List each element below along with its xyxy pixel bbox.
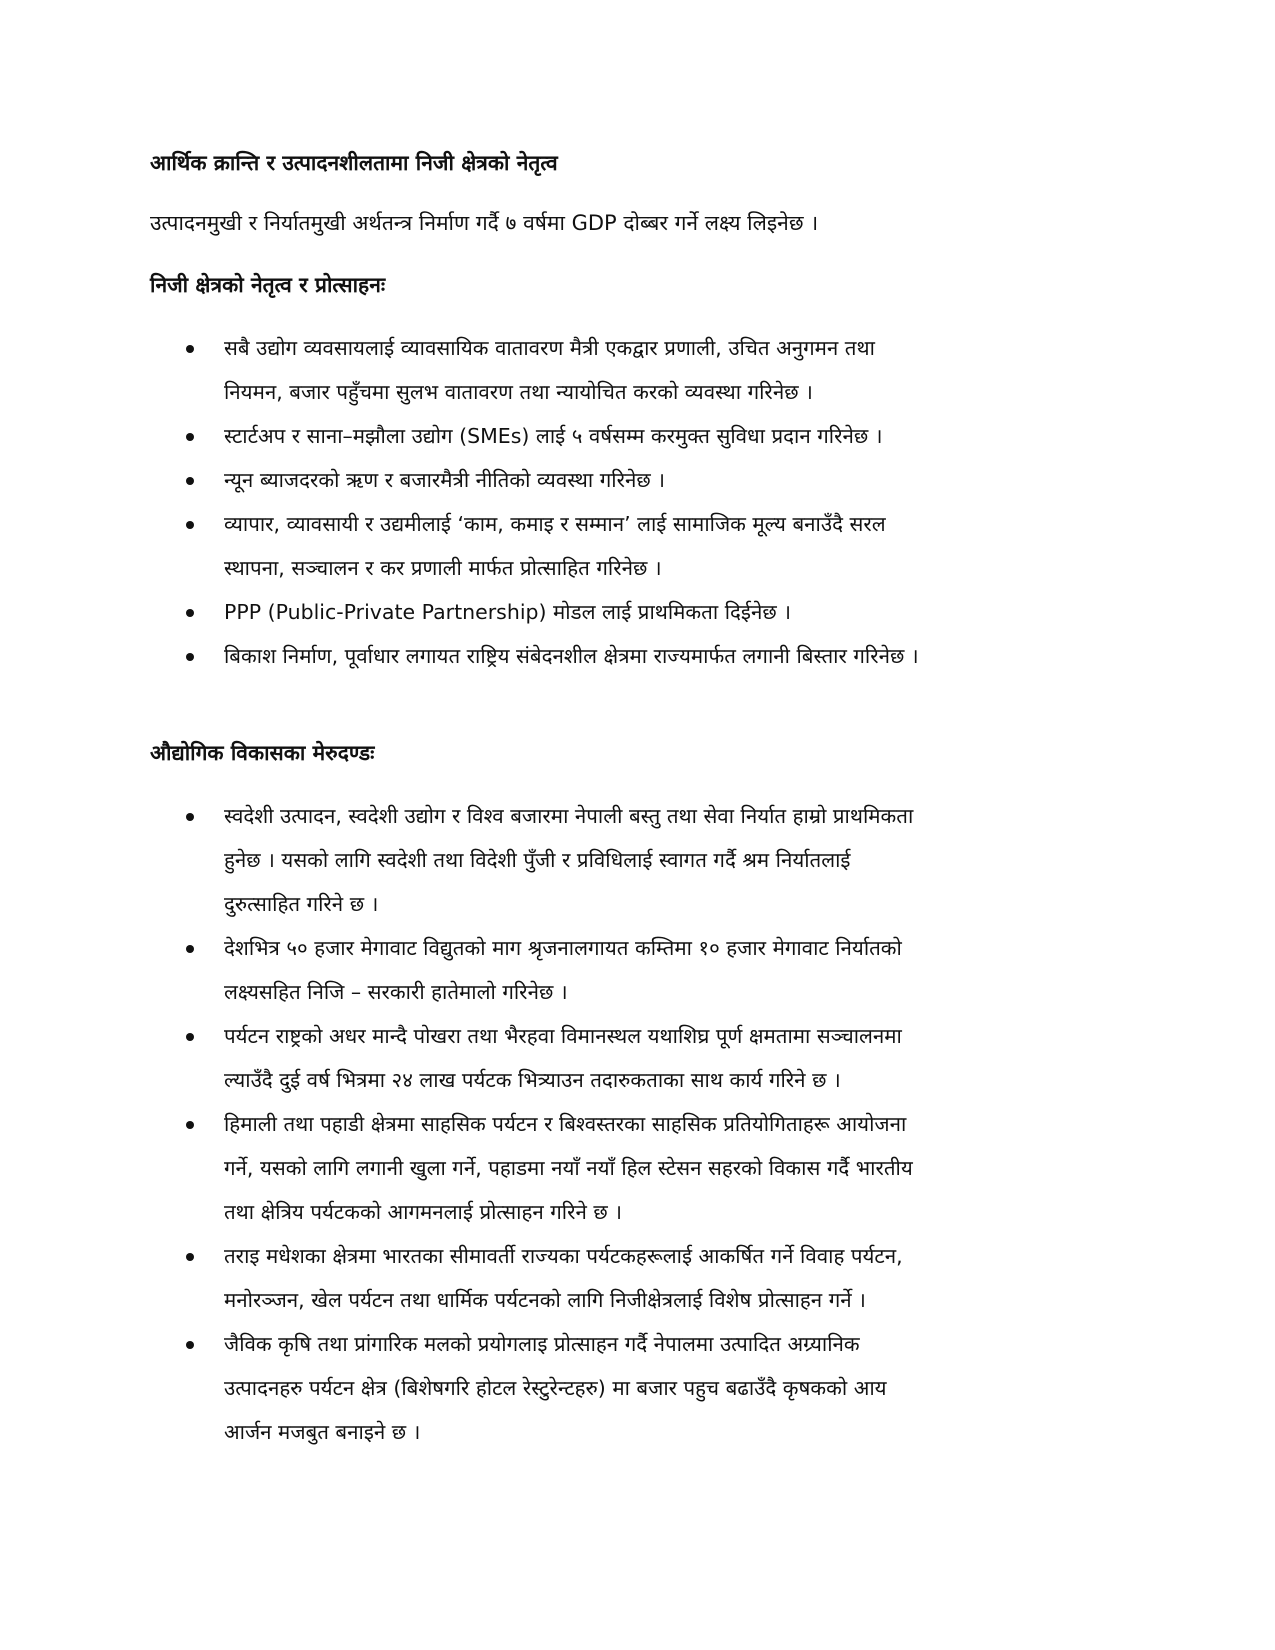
list-item xyxy=(0,1014,1275,1102)
bullet-icon xyxy=(186,1121,194,1129)
list-item-line: हुनेछ । यसको लागि स्वदेशी तथा विदेशी पुँजी र प्रविधिलाई स्वागत गर्दै श्रम निर्यातलाई xyxy=(224,848,851,872)
list-item xyxy=(0,1234,1275,1322)
bullet-icon xyxy=(186,477,194,485)
list-item-line: देशभित्र ५० हजार मेगावाट विद्युतको माग श्रृजनालगायत कम्तिमा १० हजार मेगावाट निर्यातको xyxy=(224,936,902,960)
list-item-line: तथा क्षेत्रिय पर्यटकको आगमनलाई प्रोत्साहन गरिने छ । xyxy=(224,1200,623,1224)
list-item xyxy=(0,1102,1275,1234)
list-item xyxy=(0,590,1275,634)
list-item-line: PPP (Public-Private Partnership) मोडल लाई प्राथमिकता दिईनेछ । xyxy=(224,600,791,624)
industrial-bullet-list xyxy=(0,794,1275,1454)
bullet-icon xyxy=(186,521,194,529)
bullet-icon xyxy=(186,1341,194,1349)
list-item-line: गर्ने, यसको लागि लगानी खुला गर्ने, पहाडमा नयाँ नयाँ हिल स्टेसन सहरको विकास गर्दै भारतीय xyxy=(224,1156,913,1180)
list-item xyxy=(0,634,1275,678)
list-item xyxy=(0,794,1275,926)
list-item xyxy=(0,326,1275,414)
bullet-icon xyxy=(186,1253,194,1261)
bullet-icon xyxy=(186,813,194,821)
list-item-line: दुरुत्साहित गरिने छ । xyxy=(224,892,379,916)
private-sector-bullet-list xyxy=(0,326,1275,678)
list-item xyxy=(0,1322,1275,1454)
list-item-line: तराइ मधेशका क्षेत्रमा भारतका सीमावर्ती राज्यका पर्यटकहरूलाई आकर्षित गर्ने विवाह पर्यटन, xyxy=(224,1244,903,1268)
list-item-line: उत्पादनहरु पर्यटन क्षेत्र (बिशेषगरि होटल रेस्टुरेन्टहरु) मा बजार पहुच बढाउँदै कृषकको आय xyxy=(224,1376,887,1400)
list-item xyxy=(0,414,1275,458)
bullet-icon xyxy=(186,653,194,661)
list-item-line: जैविक कृषि तथा प्रांगारिक मलको प्रयोगलाइ प्रोत्साहन गर्दै नेपालमा उत्पादित अग्र्यानिक xyxy=(224,1332,860,1356)
list-item xyxy=(0,458,1275,502)
list-item xyxy=(0,926,1275,1014)
list-item-line: पर्यटन राष्ट्रको अधर मान्दै पोखरा तथा भैरहवा विमानस्थल यथाशिघ्र पूर्ण क्षमतामा सञ्चालनमा xyxy=(224,1024,902,1048)
section-title-economic-revolution: आर्थिक क्रान्ति र उत्पादनशीलतामा निजी क्षेत्रको नेतृत्व xyxy=(150,151,558,175)
list-item-line: स्टार्टअप र साना–मझौला उद्योग (SMEs) लाई ५ वर्षसम्म करमुक्त सुविधा प्रदान गरिनेछ । xyxy=(224,424,883,448)
list-item-line: स्थापना, सञ्चालन र कर प्रणाली मार्फत प्रोत्साहित गरिनेछ । xyxy=(224,556,662,580)
list-item-line: स्वदेशी उत्पादन, स्वदेशी उद्योग र विश्व बजारमा नेपाली बस्तु तथा सेवा निर्यात हाम्रो प्राथमिकता xyxy=(224,804,914,828)
list-item-line: लक्ष्यसहित निजि – सरकारी हातेमालो गरिनेछ । xyxy=(224,980,568,1004)
bullet-icon xyxy=(186,609,194,617)
list-item-line: व्यापार, व्यावसायी र उद्यमीलाई ‘काम, कमाइ र सम्मान’ लाई सामाजिक मूल्य बनाउँदै सरल xyxy=(224,512,886,536)
list-item-line: बिकाश निर्माण, पूर्वाधार लगायत राष्ट्रिय संबेदनशील क्षेत्रमा राज्यमार्फत लगानी बिस्तार गरिनेछ । xyxy=(224,644,919,668)
list-item xyxy=(0,502,1275,590)
list-item-line: न्यून ब्याजदरको ऋण र बजारमैत्री नीतिको व्यवस्था गरिनेछ । xyxy=(224,468,665,492)
list-item-line: नियमन, बजार पहुँचमा सुलभ वातावरण तथा न्यायोचित करको व्यवस्था गरिनेछ । xyxy=(224,380,813,404)
list-item-line: आर्जन मजबुत बनाइने छ । xyxy=(224,1420,421,1444)
bullet-icon xyxy=(186,1033,194,1041)
bullet-icon xyxy=(186,433,194,441)
section-title-industrial-development: औद्योगिक विकासका मेरुदण्डः xyxy=(150,741,375,765)
bullet-icon xyxy=(186,345,194,353)
bullet-icon xyxy=(186,945,194,953)
list-item-line: हिमाली तथा पहाडी क्षेत्रमा साहसिक पर्यटन र बिश्वस्तरका साहसिक प्रतियोगिताहरू आयोजना xyxy=(224,1112,907,1136)
list-item-line: ल्याउँदै दुई वर्ष भित्रमा २४ लाख पर्यटक भित्र्याउन तदारुकताका साथ कार्य गरिने छ । xyxy=(224,1068,841,1092)
subheading-private-sector: निजी क्षेत्रको नेतृत्व र प्रोत्साहनः xyxy=(150,273,386,297)
intro-paragraph: उत्पादनमुखी र निर्यातमुखी अर्थतन्त्र निर्माण गर्दै ७ वर्षमा GDP दोब्बर गर्ने लक्ष्य लिइनेछ । xyxy=(150,211,819,235)
list-item-line: मनोरञ्जन, खेल पर्यटन तथा धार्मिक पर्यटनको लागि निजीक्षेत्रलाई विशेष प्रोत्साहन गर्ने । xyxy=(224,1288,866,1312)
list-item-line: सबै उद्योग व्यवसायलाई व्यावसायिक वातावरण मैत्री एकद्वार प्रणाली, उचित अनुगमन तथा xyxy=(224,336,875,360)
